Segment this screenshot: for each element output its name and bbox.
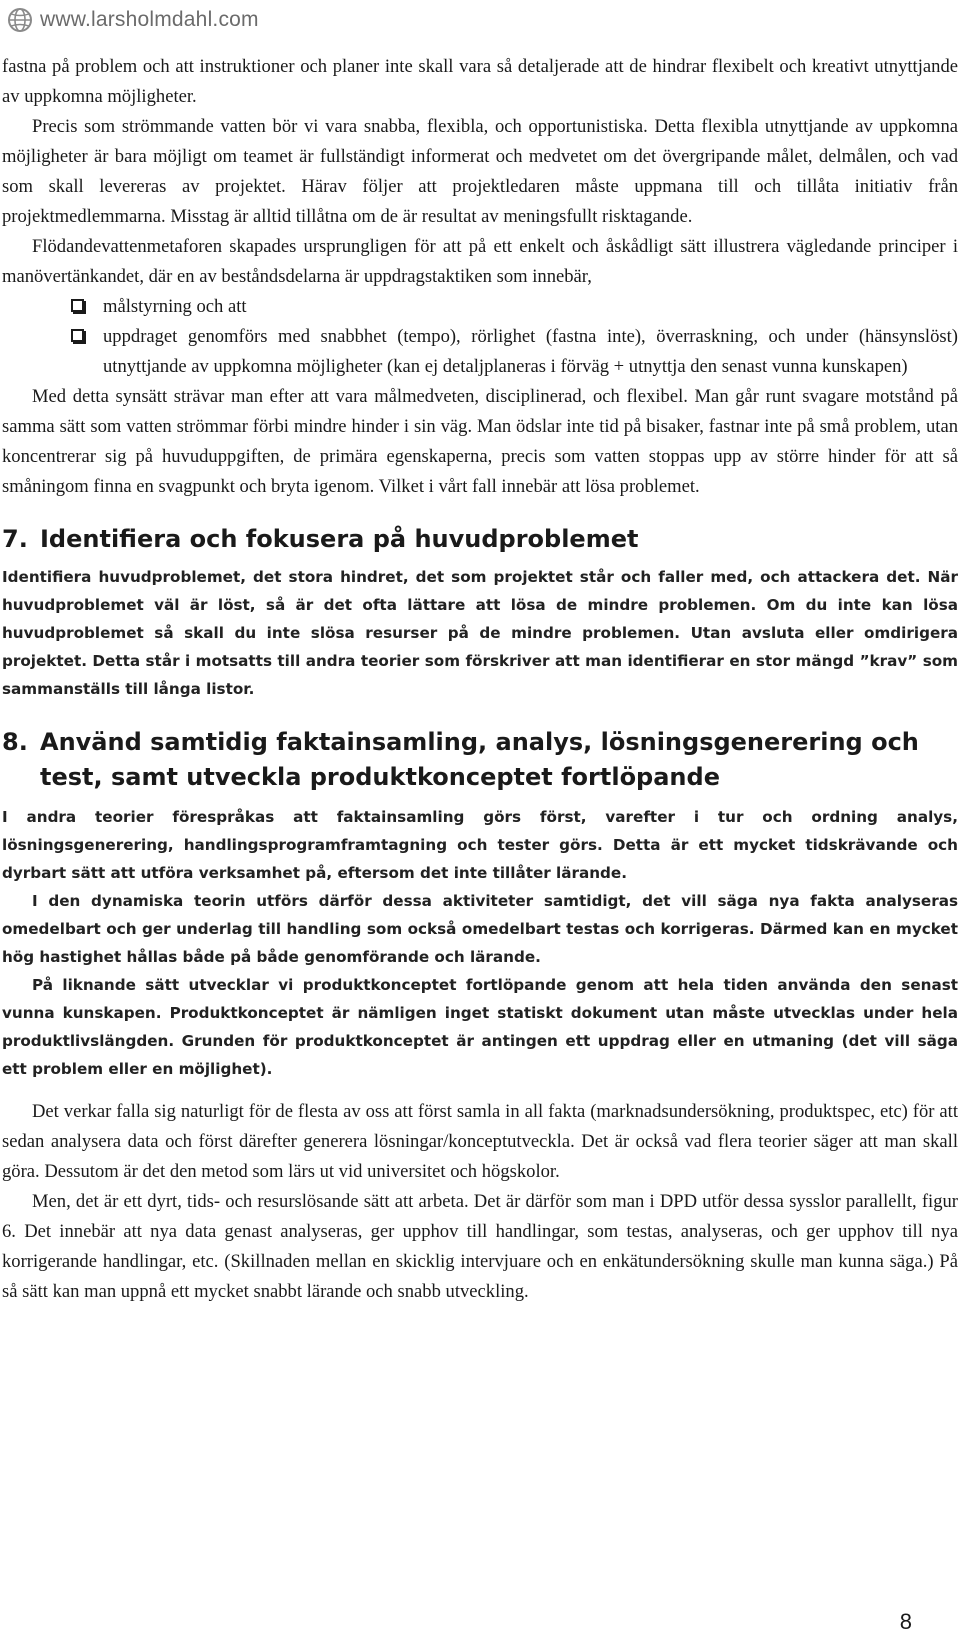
globe-logo-icon bbox=[6, 6, 34, 34]
section-8-paragraph-1: Det verkar falla sig naturligt för de flesta av oss att först samla in all fakta (marknadsundersökning, produktspec, etc) för att sedan analysera data och först därefter generera lösningar/konceptutveckla. Det är också vad flera teorier säger att man skall göra. Dessutom är det den metod som lärs ut vid universitet och högskolor. bbox=[2, 1101, 958, 1182]
site-url: www.larsholmdahl.com bbox=[40, 8, 259, 31]
checkbox-bullet-icon bbox=[71, 329, 84, 342]
section-title: Använd samtidig faktainsamling, analys, lösningsgenerering och test, samt utveckla produktkonceptet fortlöpande bbox=[40, 728, 919, 791]
intro-paragraph-2: Precis som strömmande vatten bör vi vara snabba, flexibla, och opportunistiska. Detta flexibla utnyttjande av uppkomna möjligheter är bara möjligt om teamet är fullständigt informerat och medvetet om det övergripande målet, delmålen, och vad som skall levereras av projektet. Härav följer att projektledaren måste uppmana till och tillåta initiativ från projektmedlemmarna. Misstag är alltid tillåtna om de är resultat av meningsfullt risktagande. bbox=[2, 116, 958, 227]
section-title: Identifiera och fokusera på huvudproblemet bbox=[40, 525, 639, 553]
section-8-bold-paragraph-3: På liknande sätt utvecklar vi produktkonceptet fortlöpande genom att hela tiden använda den senast vunna kunskapen. Produktkonceptet är nämligen inget statiskt dokument utan måste utvecklas under hela produktlivslängden. Grunden för produktkonceptet är antingen ett uppdrag eller en utmaning (det vill säga ett problem eller en möjlighet). bbox=[2, 976, 958, 1078]
document-body bbox=[2, 52, 958, 1307]
bullet-text: målstyrning och att bbox=[103, 296, 247, 317]
checkbox-bullet-icon bbox=[71, 299, 84, 312]
section-number: 7. bbox=[2, 525, 28, 553]
after-bullets-paragraph: Med detta synsätt strävar man efter att vara målmedveten, disciplinerad, och flexibel. Man går runt svagare motstånd på samma sätt som vatten strömmar förbi mindre hinder i sin väg. Man ödslar inte tid på bisaker, fastnar inte på små problem, utan koncentrerar sig på huvuduppgiften, de primära egenskaperna, precis som vatten stoppas upp av större hinder för att så småningom finna en svagpunkt och bryta igenom. Vilket i vårt fall innebär att lösa problemet. bbox=[2, 386, 958, 497]
bullet-item bbox=[2, 322, 958, 382]
site-header bbox=[6, 4, 259, 36]
section-number: 8. bbox=[2, 728, 28, 756]
section-8-bold-paragraph-2: I den dynamiska teorin utförs därför dessa aktiviteter samtidigt, det vill säga nya fakta analyseras omedelbart och ger underlag till handling som också omedelbart testas och korrigeras. Därmed kan en mycket hög hastighet hållas både på både genomförande och lärande. bbox=[2, 892, 958, 966]
bullet-text: uppdraget genomförs med snabbhet (tempo), rörlighet (fastna inte), överraskning, och under (hänsynslöst) utnyttjande av uppkomna möjligheter (kan ej detaljplaneras i förväg + utnyttja den senast vunna kunskapen) bbox=[103, 326, 958, 377]
section-8-paragraph-2: Men, det är ett dyrt, tids- och resurslösande sätt att arbeta. Det är därför som man i DPD utför dessa sysslor parallellt, figur 6. Det innebär att nya data genast analyseras, ger upphov till handlingar, som testas, analyseras, och ger upphov till nya korrigerande handlingar, etc. (Skillnaden mellan en skicklig intervjuare och en enkätundersökning skulle man kunna säga.) På så sätt kan man uppnå ett mycket snabbt lärande och snabb utveckling. bbox=[2, 1191, 958, 1302]
intro-paragraph-1: fastna på problem och att instruktioner och planer inte skall vara så detaljerade att de hindrar flexibelt och kreativt utnyttjande av uppkomna möjligheter. bbox=[2, 56, 958, 107]
section-8-bold-paragraph-1: I andra teorier förespråkas att faktainsamling görs först, varefter i tur och ordning analys, lösningsgenerering, handlingsprogramframtagning och tester görs. Detta är ett mycket tidskrävande och dyrbart sätt att utföra verksamhet på, eftersom det inte tillåter lärande. bbox=[2, 808, 958, 882]
bullet-list bbox=[2, 292, 958, 382]
section-7-heading bbox=[2, 522, 958, 557]
section-7-body: Identifiera huvudproblemet, det stora hindret, det som projektet står och faller med, och attackera det. När huvudproblemet väl är löst, så är det ofta lättare att lösa de mindre problemen. Om du inte kan lösa huvudproblemet så skall du inte slösa resurser på de mindre problemen. Utan avsluta eller omdirigera projektet. Detta står i motsatts till andra teorier som förskriver att man identifierar en stor mängd ”krav” som sammanställs till långa listor. bbox=[2, 568, 958, 698]
bullet-item bbox=[2, 292, 958, 322]
intro-paragraph-3: Flödandevattenmetaforen skapades ursprungligen för att på ett enkelt och åskådligt sätt illustrera vägledande principer i manövertänkandet, där en av beståndsdelarna är uppdragstaktiken som innebär, bbox=[2, 236, 958, 287]
page-number: 8 bbox=[899, 1609, 912, 1634]
section-8-heading bbox=[2, 725, 958, 795]
